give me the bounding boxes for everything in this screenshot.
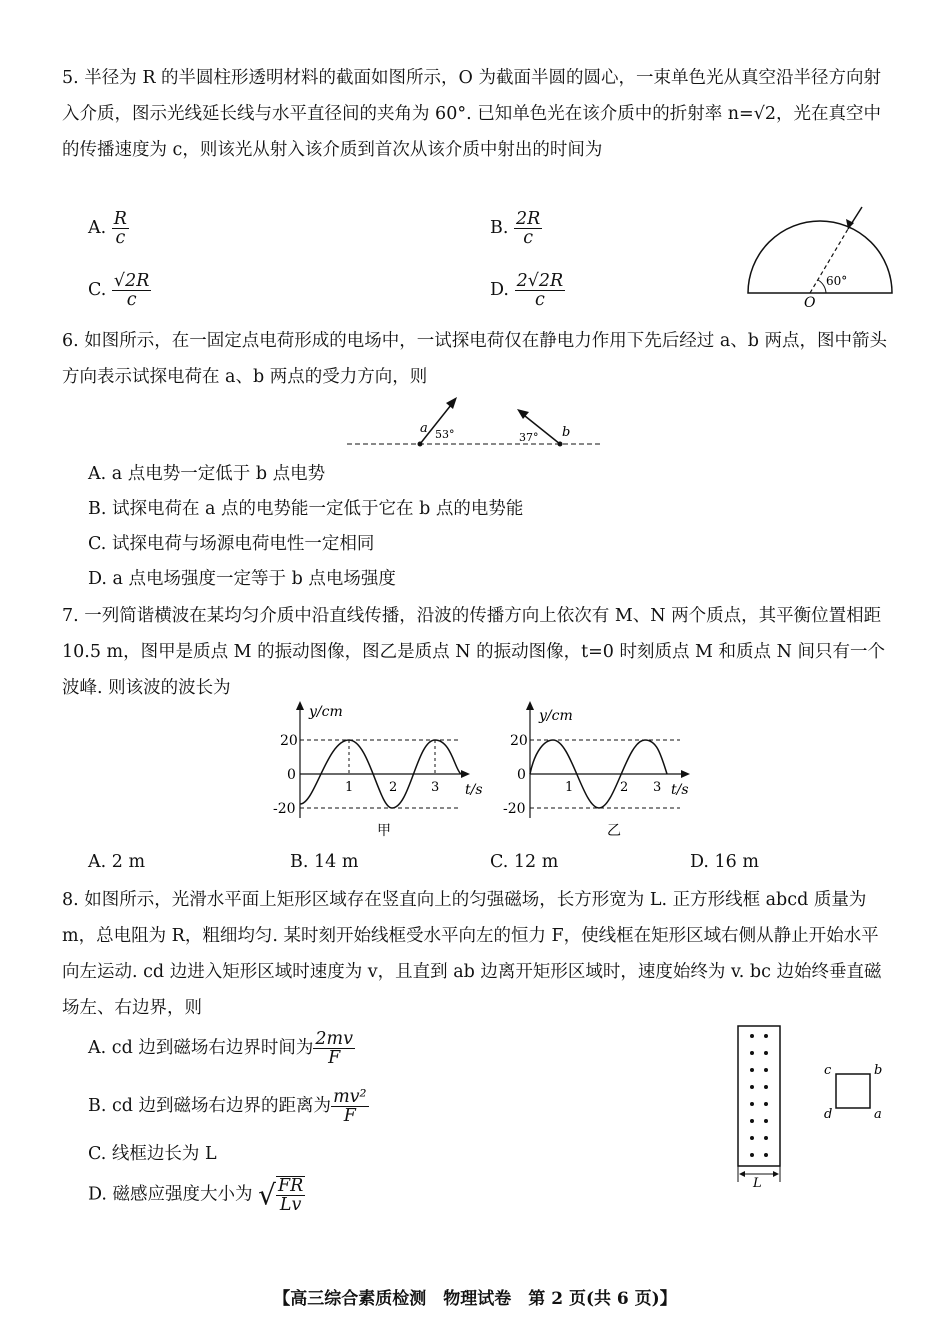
q6-option-a: A. a 点电势一定低于 b 点电势 [88, 464, 326, 484]
q8-stem: 8. 如图所示，光滑水平面上矩形区域存在竖直向上的匀强磁场，长方形宽为 L. 正方形线框 abcd 质量为 m，总电阻为 R，粗细均匀. 某时刻开始线框受水平向左的恒力 F，使线框在矩形区域右侧从静止开始水平向左运动. cd 边进入矩形区域时速度为 v，且直到 ab 边离开矩形区域时，速度始终为 v. bc 边始终垂直磁场左、右边界，则 [62, 890, 882, 1018]
q7-option-d: D. 16 m [690, 852, 759, 872]
q6-force-figure [345, 392, 605, 450]
field-dot [764, 1119, 768, 1123]
field-dot [764, 1034, 768, 1038]
q6-option-b: B. 试探电荷在 a 点的电势能一定低于它在 b 点的电势能 [88, 499, 524, 519]
center-o-label: O [804, 295, 816, 311]
svg-text:3: 3 [653, 780, 662, 795]
q8-option-c: C. 线框边长为 L [88, 1144, 217, 1164]
svg-text:53°: 53° [435, 428, 455, 441]
svg-text:1: 1 [565, 780, 574, 795]
svg-text:37°: 37° [519, 431, 539, 444]
svg-text:乙: 乙 [607, 823, 621, 839]
q6-stem: 6. 如图所示，在一固定点电荷形成的电场中，一试探电荷仅在静电力作用下先后经过 a、b 两点，图中箭头方向表示试探电荷在 a、b 两点的受力方向，则 [62, 331, 888, 387]
svg-text:y/cm: y/cm [309, 704, 343, 720]
svg-text:甲: 甲 [377, 823, 391, 839]
field-dot [764, 1068, 768, 1072]
q8-option-a: A. cd 边到磁场右边界时间为 $\frac{2mv}{F}$ [88, 1029, 353, 1068]
semicircle-outline [748, 221, 892, 293]
svg-text:b: b [562, 425, 571, 440]
q7-option-b: B. 14 m [290, 852, 359, 872]
svg-text:0: 0 [517, 767, 526, 783]
svg-text:2: 2 [620, 780, 629, 795]
square-loop [836, 1074, 870, 1108]
field-dot [750, 1085, 754, 1089]
q5-stem: 5. 半径为 R 的半圆柱形透明材料的截面如图所示，O 为截面半圆的圆心，一束单色光从真空沿半径方向射入介质，图示光线延长线与水平直径间的夹角为 60°. 已知单色光在该介质中的折射率 n=√2，光在真空中的传播速度为 c，则该光从射入该介质到首次从该介质中射出的时间为 [62, 68, 881, 160]
svg-text:-20: -20 [273, 801, 296, 817]
svg-text:3: 3 [431, 780, 440, 795]
angle-60-label: 60° [826, 274, 848, 288]
q5-option-b: B. $\frac{2R}{c}$ [490, 209, 541, 248]
field-dots [750, 1034, 768, 1157]
q7-option-c: C. 12 m [490, 852, 559, 872]
svg-text:b: b [874, 1063, 883, 1078]
field-dot [750, 1102, 754, 1106]
svg-text:0: 0 [287, 767, 296, 783]
field-dot [750, 1153, 754, 1157]
svg-text:1: 1 [345, 780, 354, 795]
svg-text:a: a [874, 1107, 882, 1122]
q8-option-b: B. cd 边到磁场右边界的距离为 $\frac{\text{mv²}}{F}$ [88, 1087, 367, 1126]
svg-text:20: 20 [280, 733, 298, 749]
svg-text:2: 2 [389, 780, 398, 795]
field-dot [750, 1119, 754, 1123]
q8-magnetic-field-figure [730, 1022, 900, 1187]
svg-text:-20: -20 [503, 801, 526, 817]
svg-text:t/s: t/s [671, 782, 689, 798]
field-dot [750, 1051, 754, 1055]
q7-option-a: A. 2 m [88, 852, 146, 872]
q6-option-d: D. a 点电场强度一定等于 b 点电场强度 [88, 569, 396, 589]
field-dot [764, 1051, 768, 1055]
svg-text:d: d [824, 1107, 833, 1122]
q7-graph-jia [265, 700, 485, 840]
q5-option-c: C. $\frac{√2R}{c}$ [88, 271, 150, 310]
q7-graph-yi [495, 700, 705, 840]
field-dot [764, 1102, 768, 1106]
field-dot [750, 1034, 754, 1038]
svg-text:c: c [824, 1063, 832, 1078]
field-region [738, 1026, 780, 1166]
width-l-label: L [753, 1176, 762, 1187]
field-dot [764, 1136, 768, 1140]
svg-text:y/cm: y/cm [539, 708, 573, 724]
svg-text:20: 20 [510, 733, 528, 749]
q5-option-d: D. $\frac{2√2R}{c}$ [490, 271, 564, 310]
page-footer: 【高三综合素质检测 物理试卷 第 2 页(共 6 页)】 [273, 1289, 677, 1309]
q5-option-a: A. $\frac{R}{c}$ [88, 209, 127, 248]
svg-text:t/s: t/s [465, 782, 483, 798]
q8-option-d: D. 磁感应强度大小为 √ $\frac{FR}{Lv}$ [88, 1176, 304, 1215]
field-dot [764, 1153, 768, 1157]
svg-text:a: a [420, 421, 428, 436]
field-dot [750, 1136, 754, 1140]
q6-option-c: C. 试探电荷与场源电荷电性一定相同 [88, 534, 375, 554]
field-dot [750, 1068, 754, 1072]
q7-stem: 7. 一列简谐横波在某均匀介质中沿直线传播，沿波的传播方向上依次有 M、N 两个质点，其平衡位置相距 10.5 m，图甲是质点 M 的振动图像，图乙是质点 N 的振动图像，t=0 时刻质点 M 和质点 N 间只有一个波峰. 则该波的波长为 [62, 606, 885, 698]
field-dot [764, 1085, 768, 1089]
q5-semicircle-figure [740, 205, 900, 313]
